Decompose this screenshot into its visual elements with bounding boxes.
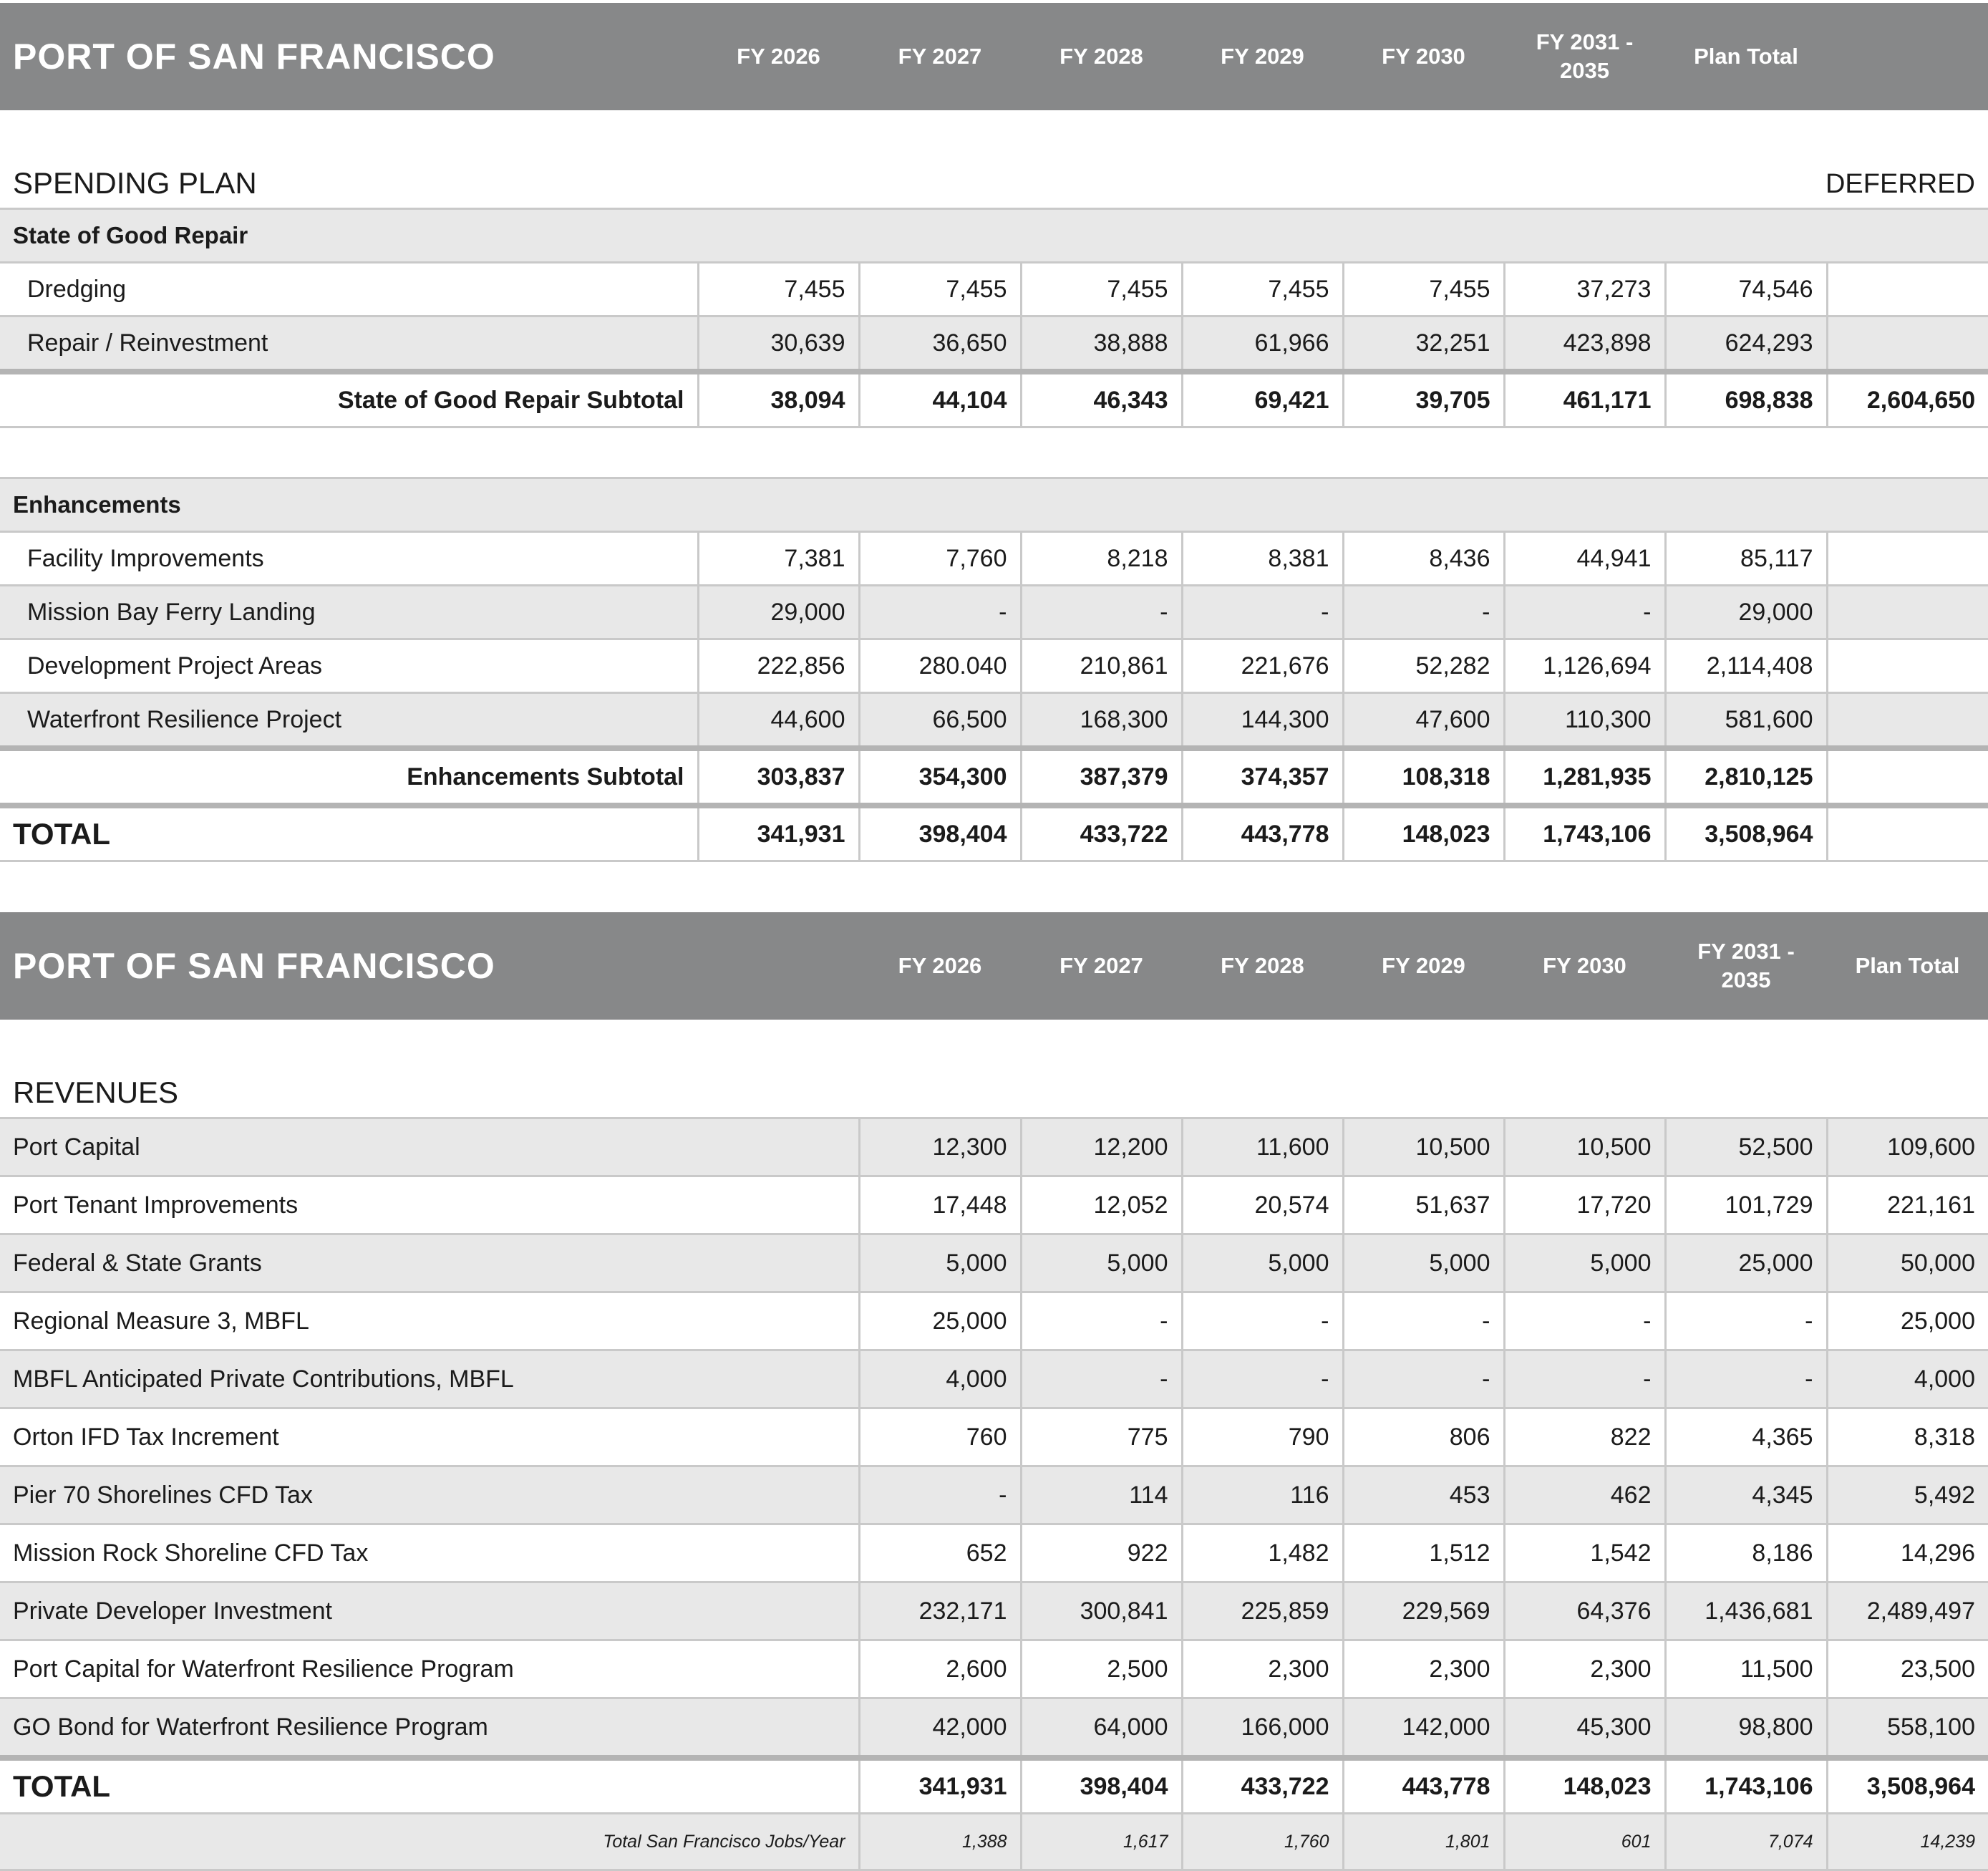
value-cell: - xyxy=(1182,1350,1343,1408)
value-cell: - xyxy=(1504,586,1665,639)
section-title: Enhancements xyxy=(0,478,1988,532)
value-cell: 25,000 xyxy=(859,1292,1021,1350)
total-cell: 341,931 xyxy=(698,806,859,861)
org-title: PORT OF SAN FRANCISCO xyxy=(13,37,495,77)
value-cell: 229,569 xyxy=(1343,1582,1504,1640)
row-label: Port Capital xyxy=(0,1118,859,1176)
row-label: Pier 70 Shorelines CFD Tax xyxy=(0,1466,859,1524)
value-cell: - xyxy=(859,1466,1021,1524)
value-cell: 790 xyxy=(1182,1408,1343,1466)
spending-header-band xyxy=(0,3,1988,110)
table-row xyxy=(0,586,1988,639)
revenues-table xyxy=(0,1117,1988,1871)
value-cell: 29,000 xyxy=(1665,586,1827,639)
value-cell: 101,729 xyxy=(1665,1176,1827,1234)
value-cell: 7,455 xyxy=(859,263,1021,316)
value-cell: 221,161 xyxy=(1827,1176,1988,1234)
value-cell: 221,676 xyxy=(1182,639,1343,693)
subtotal-cell: 69,421 xyxy=(1182,372,1343,427)
value-cell: 37,273 xyxy=(1504,263,1665,316)
value-cell: 4,000 xyxy=(1827,1350,1988,1408)
column-header: FY 2027 xyxy=(1060,953,1143,978)
table-row xyxy=(0,639,1988,693)
value-cell: 7,455 xyxy=(1021,263,1182,316)
value-cell: 64,000 xyxy=(1021,1698,1182,1759)
value-cell: 61,966 xyxy=(1182,316,1343,372)
subtotal-cell: 354,300 xyxy=(859,748,1021,806)
value-cell: 23,500 xyxy=(1827,1640,1988,1698)
value-cell: 1,436,681 xyxy=(1665,1582,1827,1640)
subtotal-cell: 38,094 xyxy=(698,372,859,427)
table-row xyxy=(0,316,1988,372)
table-row xyxy=(0,1292,1988,1350)
value-cell: - xyxy=(1343,1350,1504,1408)
value-cell: 1,542 xyxy=(1504,1524,1665,1582)
value-cell: 225,859 xyxy=(1182,1582,1343,1640)
row-label: Mission Bay Ferry Landing xyxy=(0,586,698,639)
subtotal-cell: 374,357 xyxy=(1182,748,1343,806)
column-header: FY 2029 xyxy=(1221,44,1304,69)
column-header: FY 2026 xyxy=(898,953,982,978)
value-cell: 44,600 xyxy=(698,693,859,749)
value-cell: 922 xyxy=(1021,1524,1182,1582)
total-cell: 3,508,964 xyxy=(1827,1758,1988,1814)
value-cell: 2,114,408 xyxy=(1665,639,1827,693)
section-header-row xyxy=(0,478,1988,532)
total-cell: 148,023 xyxy=(1343,806,1504,861)
value-cell: - xyxy=(1182,1292,1343,1350)
total-cell: 1,743,106 xyxy=(1504,806,1665,861)
total-cell: 1,743,106 xyxy=(1665,1758,1827,1814)
subtotal-label: Enhancements Subtotal xyxy=(0,748,698,806)
jobs-label: Total San Francisco Jobs/Year xyxy=(0,1814,859,1870)
value-cell: 581,600 xyxy=(1665,693,1827,749)
value-cell: 7,381 xyxy=(698,532,859,586)
value-cell: 5,000 xyxy=(1021,1234,1182,1292)
value-cell: - xyxy=(1021,1350,1182,1408)
value-cell: 17,720 xyxy=(1504,1176,1665,1234)
subtotal-cell: 461,171 xyxy=(1504,372,1665,427)
value-cell: 166,000 xyxy=(1182,1698,1343,1759)
subtotal-cell: 387,379 xyxy=(1021,748,1182,806)
subtotal-cell: 44,104 xyxy=(859,372,1021,427)
value-cell: 32,251 xyxy=(1343,316,1504,372)
row-label: Repair / Reinvestment xyxy=(0,316,698,372)
total-cell: 148,023 xyxy=(1504,1758,1665,1814)
value-cell: - xyxy=(1343,1292,1504,1350)
column-header: FY 2028 xyxy=(1060,44,1143,69)
deferred-cell xyxy=(1827,748,1988,806)
subtotal-row xyxy=(0,748,1988,806)
total-cell: 3,508,964 xyxy=(1665,806,1827,861)
value-cell: 624,293 xyxy=(1665,316,1827,372)
column-header: FY 2026 xyxy=(737,44,820,69)
total-cell: 443,778 xyxy=(1343,1758,1504,1814)
value-cell: 210,861 xyxy=(1021,639,1182,693)
section-header-row xyxy=(0,209,1988,263)
row-label: Port Capital for Waterfront Resilience Program xyxy=(0,1640,859,1698)
value-cell: 11,600 xyxy=(1182,1118,1343,1176)
row-label: Private Developer Investment xyxy=(0,1582,859,1640)
total-label: TOTAL xyxy=(0,806,698,861)
value-cell: 110,300 xyxy=(1504,693,1665,749)
jobs-cell: 14,239 xyxy=(1827,1814,1988,1870)
row-label: Facility Improvements xyxy=(0,532,698,586)
value-cell: 38,888 xyxy=(1021,316,1182,372)
org-title: PORT OF SAN FRANCISCO xyxy=(13,946,495,986)
value-cell: 4,345 xyxy=(1665,1466,1827,1524)
deferred-cell xyxy=(1827,316,1988,372)
subtotal-cell: 108,318 xyxy=(1343,748,1504,806)
value-cell: 109,600 xyxy=(1827,1118,1988,1176)
value-cell: 44,941 xyxy=(1504,532,1665,586)
value-cell: 4,000 xyxy=(859,1350,1021,1408)
value-cell: 222,856 xyxy=(698,639,859,693)
value-cell: 453 xyxy=(1343,1466,1504,1524)
row-label: GO Bond for Waterfront Resilience Program xyxy=(0,1698,859,1759)
value-cell: 74,546 xyxy=(1665,263,1827,316)
subtotal-cell: 698,838 xyxy=(1665,372,1827,427)
revenues-header-band xyxy=(0,912,1988,1020)
value-cell: 300,841 xyxy=(1021,1582,1182,1640)
value-cell: 50,000 xyxy=(1827,1234,1988,1292)
value-cell: 558,100 xyxy=(1827,1698,1988,1759)
value-cell: 144,300 xyxy=(1182,693,1343,749)
column-header: FY 2030 xyxy=(1543,953,1626,978)
value-cell: 20,574 xyxy=(1182,1176,1343,1234)
value-cell: 51,637 xyxy=(1343,1176,1504,1234)
subtotal-row xyxy=(0,372,1988,427)
table-row xyxy=(0,1524,1988,1582)
table-row xyxy=(0,1234,1988,1292)
value-cell: - xyxy=(1343,586,1504,639)
value-cell: 1,126,694 xyxy=(1504,639,1665,693)
column-header: FY 2031 - 2035 xyxy=(1697,939,1795,992)
value-cell: 168,300 xyxy=(1021,693,1182,749)
value-cell: - xyxy=(1665,1350,1827,1408)
value-cell: 4,365 xyxy=(1665,1408,1827,1466)
table-row xyxy=(0,1118,1988,1176)
value-cell: 8,186 xyxy=(1665,1524,1827,1582)
value-cell: 8,218 xyxy=(1021,532,1182,586)
value-cell: 25,000 xyxy=(1827,1292,1988,1350)
deferred-cell xyxy=(1827,693,1988,749)
deferred-cell xyxy=(1827,586,1988,639)
value-cell: 2,489,497 xyxy=(1827,1582,1988,1640)
value-cell: 7,455 xyxy=(698,263,859,316)
row-label: Regional Measure 3, MBFL xyxy=(0,1292,859,1350)
value-cell: 12,052 xyxy=(1021,1176,1182,1234)
value-cell: 5,000 xyxy=(1343,1234,1504,1292)
spacer-row xyxy=(0,427,1988,478)
row-label: Orton IFD Tax Increment xyxy=(0,1408,859,1466)
value-cell: 85,117 xyxy=(1665,532,1827,586)
value-cell: 66,500 xyxy=(859,693,1021,749)
total-cell: 433,722 xyxy=(1021,806,1182,861)
value-cell: 30,639 xyxy=(698,316,859,372)
value-cell: - xyxy=(1665,1292,1827,1350)
value-cell: 462 xyxy=(1504,1466,1665,1524)
subtotal-cell: 39,705 xyxy=(1343,372,1504,427)
value-cell: 64,376 xyxy=(1504,1582,1665,1640)
value-cell: 232,171 xyxy=(859,1582,1021,1640)
value-cell: 7,455 xyxy=(1182,263,1343,316)
value-cell: - xyxy=(859,586,1021,639)
total-cell: 341,931 xyxy=(859,1758,1021,1814)
jobs-row xyxy=(0,1814,1988,1870)
subtotal-cell: 46,343 xyxy=(1021,372,1182,427)
value-cell: 280.040 xyxy=(859,639,1021,693)
value-cell: 47,600 xyxy=(1343,693,1504,749)
table-row xyxy=(0,1176,1988,1234)
jobs-cell: 1,388 xyxy=(859,1814,1021,1870)
row-label: Port Tenant Improvements xyxy=(0,1176,859,1234)
table-row xyxy=(0,1582,1988,1640)
total-cell: 398,404 xyxy=(859,806,1021,861)
value-cell: 12,200 xyxy=(1021,1118,1182,1176)
value-cell: 42,000 xyxy=(859,1698,1021,1759)
value-cell: 652 xyxy=(859,1524,1021,1582)
jobs-cell: 7,074 xyxy=(1665,1814,1827,1870)
value-cell: 760 xyxy=(859,1408,1021,1466)
value-cell: 7,455 xyxy=(1343,263,1504,316)
spending-plan-title: SPENDING PLAN xyxy=(13,166,257,200)
deferred-column-label: DEFERRED xyxy=(1825,169,1975,199)
jobs-cell: 1,617 xyxy=(1021,1814,1182,1870)
value-cell: 7,760 xyxy=(859,532,1021,586)
deferred-cell xyxy=(1827,639,1988,693)
value-cell: 114 xyxy=(1021,1466,1182,1524)
column-header: Plan Total xyxy=(1855,953,1960,978)
subtotal-cell: 2,810,125 xyxy=(1665,748,1827,806)
value-cell: 10,500 xyxy=(1504,1118,1665,1176)
jobs-cell: 601 xyxy=(1504,1814,1665,1870)
value-cell: 17,448 xyxy=(859,1176,1021,1234)
value-cell: 5,000 xyxy=(1182,1234,1343,1292)
value-cell: 8,381 xyxy=(1182,532,1343,586)
subtotal-cell: 303,837 xyxy=(698,748,859,806)
value-cell: 11,500 xyxy=(1665,1640,1827,1698)
value-cell: 806 xyxy=(1343,1408,1504,1466)
column-header: Plan Total xyxy=(1694,44,1798,69)
value-cell: 2,600 xyxy=(859,1640,1021,1698)
jobs-cell: 1,801 xyxy=(1343,1814,1504,1870)
column-header: FY 2028 xyxy=(1221,953,1304,978)
value-cell: 8,318 xyxy=(1827,1408,1988,1466)
value-cell: 142,000 xyxy=(1343,1698,1504,1759)
value-cell: 12,300 xyxy=(859,1118,1021,1176)
table-row xyxy=(0,1408,1988,1466)
value-cell: 98,800 xyxy=(1665,1698,1827,1759)
revenues-title: REVENUES xyxy=(13,1075,179,1109)
value-cell: 5,000 xyxy=(1504,1234,1665,1292)
table-row xyxy=(0,1350,1988,1408)
value-cell: 2,300 xyxy=(1343,1640,1504,1698)
value-cell: 822 xyxy=(1504,1408,1665,1466)
deferred-cell: 2,604,650 xyxy=(1827,372,1988,427)
subtotal-label: State of Good Repair Subtotal xyxy=(0,372,698,427)
table-row xyxy=(0,693,1988,749)
value-cell: 2,300 xyxy=(1504,1640,1665,1698)
spacer xyxy=(0,427,1988,478)
value-cell: 116 xyxy=(1182,1466,1343,1524)
spending-table xyxy=(0,208,1988,862)
value-cell: 2,500 xyxy=(1021,1640,1182,1698)
value-cell: 29,000 xyxy=(698,586,859,639)
value-cell: 775 xyxy=(1021,1408,1182,1466)
table-row xyxy=(0,263,1988,316)
total-cell: 443,778 xyxy=(1182,806,1343,861)
table-row xyxy=(0,1466,1988,1524)
row-label: MBFL Anticipated Private Contributions, MBFL xyxy=(0,1350,859,1408)
total-row xyxy=(0,1758,1988,1814)
total-label: TOTAL xyxy=(0,1758,859,1814)
column-header: FY 2031 - 2035 xyxy=(1536,29,1634,83)
total-cell: 398,404 xyxy=(1021,1758,1182,1814)
table-row xyxy=(0,1640,1988,1698)
value-cell: 25,000 xyxy=(1665,1234,1827,1292)
value-cell: - xyxy=(1021,1292,1182,1350)
value-cell: 1,512 xyxy=(1343,1524,1504,1582)
value-cell: 423,898 xyxy=(1504,316,1665,372)
value-cell: 52,500 xyxy=(1665,1118,1827,1176)
subtotal-cell: 1,281,935 xyxy=(1504,748,1665,806)
value-cell: 45,300 xyxy=(1504,1698,1665,1759)
value-cell: 8,436 xyxy=(1343,532,1504,586)
total-cell: 433,722 xyxy=(1182,1758,1343,1814)
row-label: Dredging xyxy=(0,263,698,316)
row-label: Waterfront Resilience Project xyxy=(0,693,698,749)
row-label: Development Project Areas xyxy=(0,639,698,693)
section-title: State of Good Repair xyxy=(0,209,1988,263)
column-header: FY 2027 xyxy=(898,44,982,69)
value-cell: 5,000 xyxy=(859,1234,1021,1292)
value-cell: 5,492 xyxy=(1827,1466,1988,1524)
column-header: FY 2030 xyxy=(1382,44,1465,69)
total-row xyxy=(0,806,1988,861)
table-row xyxy=(0,532,1988,586)
value-cell: 52,282 xyxy=(1343,639,1504,693)
value-cell: 14,296 xyxy=(1827,1524,1988,1582)
value-cell: - xyxy=(1021,586,1182,639)
deferred-cell xyxy=(1827,806,1988,861)
deferred-cell xyxy=(1827,532,1988,586)
column-header: FY 2029 xyxy=(1382,953,1465,978)
table-row xyxy=(0,1698,1988,1759)
value-cell: 10,500 xyxy=(1343,1118,1504,1176)
value-cell: - xyxy=(1504,1292,1665,1350)
deferred-cell xyxy=(1827,263,1988,316)
row-label: Mission Rock Shoreline CFD Tax xyxy=(0,1524,859,1582)
value-cell: 2,300 xyxy=(1182,1640,1343,1698)
value-cell: 36,650 xyxy=(859,316,1021,372)
row-label: Federal & State Grants xyxy=(0,1234,859,1292)
value-cell: 1,482 xyxy=(1182,1524,1343,1582)
value-cell: - xyxy=(1504,1350,1665,1408)
jobs-cell: 1,760 xyxy=(1182,1814,1343,1870)
value-cell: - xyxy=(1182,586,1343,639)
